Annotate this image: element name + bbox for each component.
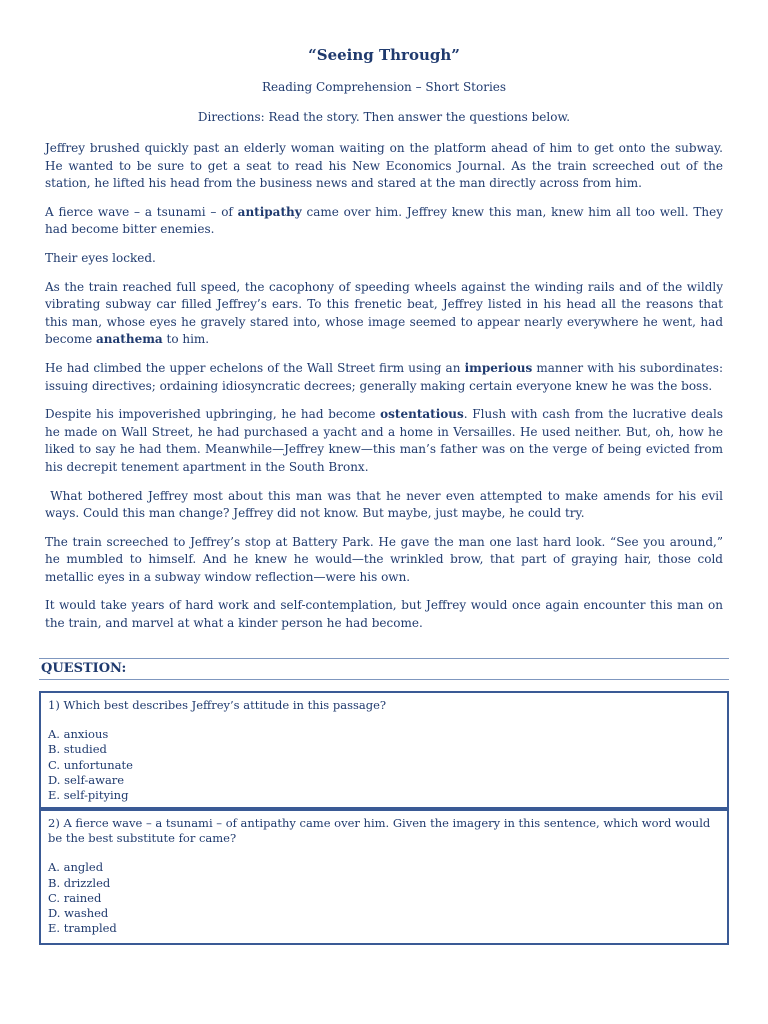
story-paragraph xyxy=(45,204,723,239)
story-text: manner with his subordinates: issuing directives; ordaining idiosyncratic decrees; generally making certain everyone knew he was the boss. xyxy=(45,360,723,393)
story-text: Despite his impoverished upbringing, he had become xyxy=(45,407,381,422)
answer-option: A. anxious xyxy=(48,727,109,742)
story-paragraph: It would take years of hard work and self-contemplation, but Jeffrey would once again encounter this man on the train, and marvel at what a kinder person he had become. xyxy=(45,598,723,631)
story-text: . Flush with cash from the lucrative deals he made on Wall Street, he had purchased a yacht and a home in Versailles. He used neither. But, oh, how he liked to say he had them. Meanwhile—Jeffrey knew—this man’s father was on the verge of being evicted from his decrepit tenement apartment in the South Bronx. xyxy=(45,407,723,474)
answer-option: B. drizzled xyxy=(48,875,111,890)
story-text: As the train reached full speed, the cacophony of speeding wheels against the winding rails and of the wildly vibrating subway car filled Jeffrey’s ears. To this frenetic beat, Jeffrey listed in his head all the reasons that this man, whose eyes he gravely stared into, whose image seemed to appear nearly everywhere he went, had become xyxy=(45,279,723,347)
directions-text: Directions: Read the story. Then answer the questions below. xyxy=(197,110,571,124)
story-paragraph xyxy=(45,406,723,476)
question-text: 1) Which best describes Jeffrey’s attitude in this passage? xyxy=(48,698,387,712)
question-box-1 xyxy=(39,691,729,809)
story-text: to him. xyxy=(162,332,210,347)
story-paragraph xyxy=(45,279,723,349)
page-title: “Seeing Through” xyxy=(308,46,460,64)
question-box-2 xyxy=(39,809,729,945)
answer-option: B. studied xyxy=(48,742,107,757)
question-header-label: QUESTION: xyxy=(41,661,127,676)
page-subtitle: Reading Comprehension – Short Stories xyxy=(261,80,507,94)
answer-option: E. self-pitying xyxy=(48,788,129,803)
answer-option: A. angled xyxy=(48,860,104,875)
story-paragraph xyxy=(45,360,723,395)
vocab-word-imperious: imperious xyxy=(464,360,533,375)
story-body xyxy=(45,140,727,644)
vocab-word-antipathy: antipathy xyxy=(237,204,302,219)
answer-option: C. unfortunate xyxy=(48,757,133,772)
story-text: He had climbed the upper echelons of the Wall Street firm using an xyxy=(45,360,465,375)
vocab-word-anathema: anathema xyxy=(96,332,163,347)
story-paragraph: Jeffrey brushed quickly past an elderly woman waiting on the platform ahead of him to get onto the subway. He wanted to be sure to get a seat to read his New Economics Journal. As the train screeched out of the station, he lifted his head from the business news and stared at the man directly across from him. xyxy=(45,141,723,191)
story-text: A fierce wave – a tsunami – of xyxy=(45,204,238,219)
answer-option: D. self-aware xyxy=(48,772,125,787)
answer-option: E. trampled xyxy=(48,921,117,936)
story-paragraph: Their eyes locked. xyxy=(45,250,156,265)
vocab-word-ostentatious: ostentatious xyxy=(380,407,464,422)
question-text: 2) A fierce wave – a tsunami – of antipathy came over him. Given the imagery in this sentence, which word would be the best substitute for came? xyxy=(48,816,711,846)
answer-option: D. washed xyxy=(48,906,109,921)
story-paragraph: What bothered Jeffrey most about this man was that he never even attempted to make amends for his evil ways. Could this man change? Jeffrey did not know. But maybe, just maybe, he could try. xyxy=(45,488,727,521)
story-text: came over him. Jeffrey knew this man, knew him all too well. They had become bitter enemies. xyxy=(45,204,723,237)
answer-option: C. rained xyxy=(48,890,102,905)
question-section-header xyxy=(39,658,729,680)
story-paragraph: The train screeched to Jeffrey’s stop at Battery Park. He gave the man one last hard look. “See you around,” he mumbled to himself. And he knew he would—the wrinkled brow, that part of graying hair, those cold metallic eyes in a subway window reflection—were his own. xyxy=(45,534,723,584)
